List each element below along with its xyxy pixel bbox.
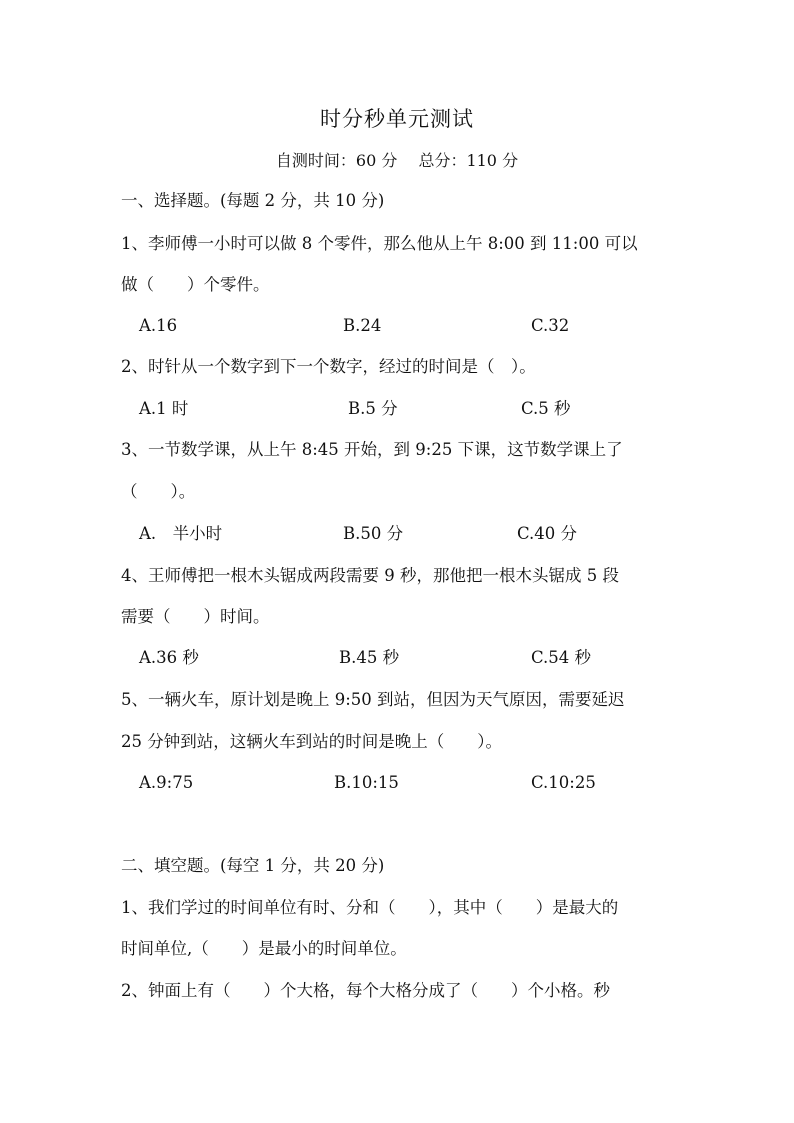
question-text: 时间单位,（ ）是最小的时间单位。 — [121, 939, 407, 958]
option-a: A.16 — [139, 316, 178, 335]
option-b: B.24 — [343, 316, 382, 335]
section-heading-choice: 一、选择题。(每题 2 分，共 10 分) — [121, 191, 385, 210]
option-b: B.50 分 — [343, 524, 404, 543]
option-a: A. 半小时 — [139, 524, 223, 543]
question-text: （ ）。 — [121, 482, 196, 501]
option-a: A.1 时 — [139, 399, 189, 418]
question-text: 4、王师傅把一根木头锯成两段需要 9 秒，那他把一根木头锯成 5 段 — [121, 566, 619, 585]
option-c: C.54 秒 — [531, 648, 592, 667]
question-text: 做（ ）个零件。 — [121, 275, 270, 294]
question-text: 1、我们学过的时间单位有时、分和（ ），其中（ ）是最大的 — [121, 898, 619, 917]
option-a: A.36 秒 — [139, 648, 199, 667]
option-a: A.9:75 — [139, 773, 194, 792]
option-c: C.5 秒 — [521, 399, 571, 418]
option-c: C.10:25 — [531, 773, 596, 792]
question-text: 25 分钟到站，这辆火车到站的时间是晚上（ ）。 — [121, 732, 502, 751]
question-text: 5、一辆火车，原计划是晚上 9:50 到站，但因为天气原因，需要延迟 — [121, 690, 625, 709]
option-c: C.40 分 — [517, 524, 578, 543]
option-b: B.5 分 — [348, 399, 398, 418]
test-info: 自测时间：60 分 总分：110 分 — [275, 151, 519, 170]
option-b: B.10:15 — [334, 773, 399, 792]
section-heading-fill: 二、填空题。(每空 1 分，共 20 分) — [121, 856, 385, 875]
page-title: 时分秒单元测试 — [320, 107, 474, 131]
question-text: 1、李师傅一小时可以做 8 个零件，那么他从上午 8:00 到 11:00 可以 — [121, 234, 638, 253]
question-text: 3、一节数学课，从上午 8:45 开始，到 9:25 下课，这节数学课上了 — [121, 440, 623, 459]
option-c: C.32 — [531, 316, 570, 335]
question-text: 2、钟面上有（ ）个大格，每个大格分成了（ ）个小格。秒 — [121, 981, 610, 1000]
question-text: 2、时针从一个数字到下一个数字，经过的时间是（ ）。 — [121, 357, 536, 376]
option-b: B.45 秒 — [339, 648, 400, 667]
question-text: 需要（ ）时间。 — [121, 607, 270, 626]
